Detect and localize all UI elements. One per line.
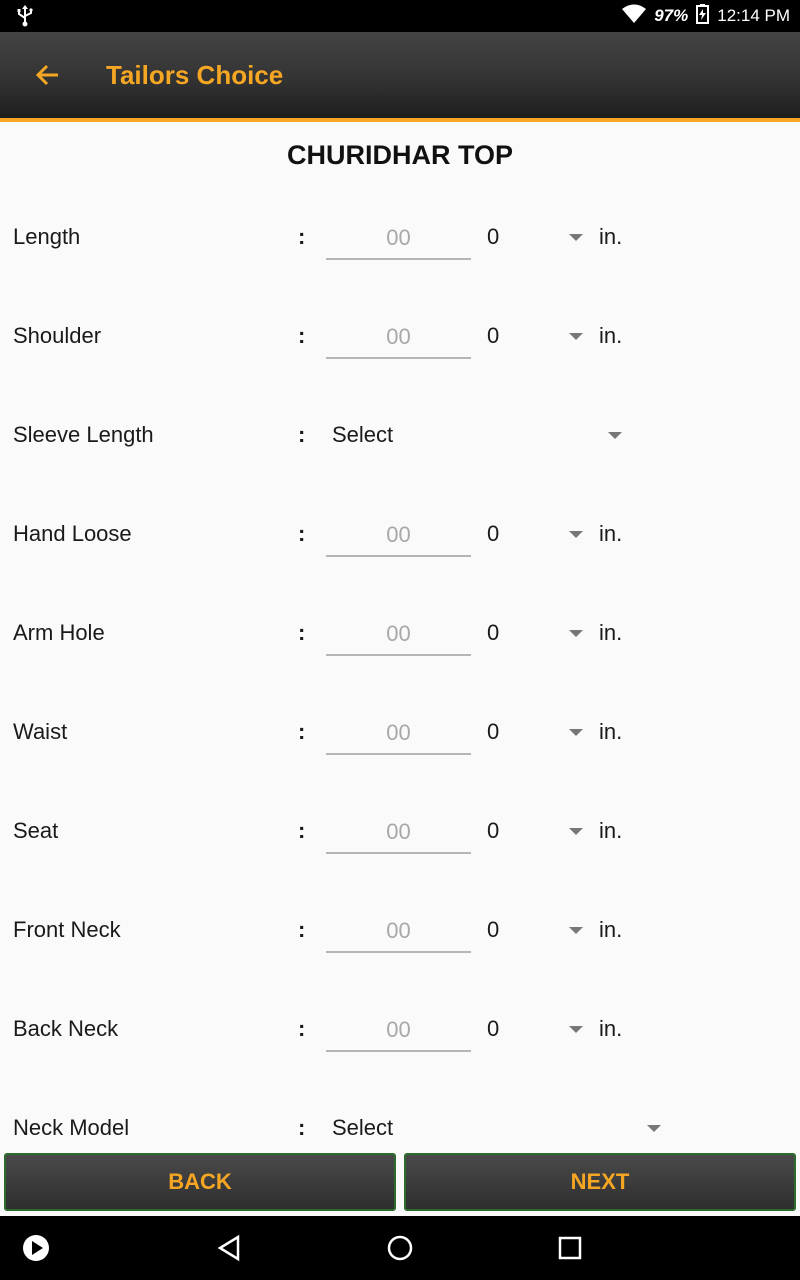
status-time: 12:14 PM bbox=[717, 6, 790, 25]
fraction-value: 0 bbox=[487, 1016, 500, 1041]
wifi-icon bbox=[622, 4, 646, 29]
fraction-value: 0 bbox=[487, 719, 500, 744]
field-label: Front Neck bbox=[13, 917, 121, 942]
dropdown-caret-icon bbox=[569, 1026, 583, 1033]
form-row bbox=[0, 507, 800, 567]
field-separator: : bbox=[298, 818, 306, 843]
status-bar bbox=[0, 0, 800, 32]
dropdown-caret-icon bbox=[647, 1125, 661, 1132]
measurement-input[interactable] bbox=[326, 614, 471, 656]
fraction-dropdown[interactable] bbox=[487, 818, 587, 848]
field-label: Seat bbox=[13, 818, 59, 843]
form-row bbox=[0, 408, 800, 468]
nav-recents-icon[interactable] bbox=[556, 1234, 584, 1262]
back-button[interactable]: BACK bbox=[4, 1153, 396, 1211]
field-separator: : bbox=[298, 620, 306, 645]
fraction-value: 0 bbox=[487, 620, 500, 645]
fraction-value: 0 bbox=[487, 323, 500, 348]
unit-label: in. bbox=[599, 1016, 623, 1041]
fraction-dropdown[interactable] bbox=[487, 521, 587, 551]
form-row bbox=[0, 903, 800, 963]
unit-label: in. bbox=[599, 224, 623, 249]
measurement-input[interactable] bbox=[326, 218, 471, 260]
measurement-input[interactable] bbox=[326, 911, 471, 953]
back-arrow-icon[interactable] bbox=[32, 61, 64, 89]
field-separator: : bbox=[298, 224, 306, 249]
measurement-input[interactable] bbox=[326, 317, 471, 359]
field-separator: : bbox=[298, 719, 306, 744]
unit-label: in. bbox=[599, 323, 623, 348]
field-separator: : bbox=[298, 422, 306, 447]
fraction-value: 0 bbox=[487, 917, 500, 942]
fraction-dropdown[interactable] bbox=[487, 1016, 587, 1046]
unit-label: in. bbox=[599, 620, 623, 645]
fraction-dropdown[interactable] bbox=[487, 224, 587, 254]
form-row bbox=[0, 1002, 800, 1062]
select-dropdown[interactable] bbox=[332, 1115, 662, 1145]
field-label: Arm Hole bbox=[13, 620, 105, 645]
form-row bbox=[0, 309, 800, 369]
field-label: Back Neck bbox=[13, 1016, 119, 1041]
field-separator: : bbox=[298, 323, 306, 348]
measurement-input[interactable] bbox=[326, 1010, 471, 1052]
dropdown-caret-icon bbox=[569, 927, 583, 934]
form-row bbox=[0, 606, 800, 666]
field-label: Neck Model bbox=[13, 1115, 130, 1140]
select-value: Select bbox=[332, 422, 394, 447]
navigation-bar bbox=[0, 1216, 800, 1280]
fraction-dropdown[interactable] bbox=[487, 917, 587, 947]
battery-charging-icon bbox=[696, 4, 709, 29]
dropdown-caret-icon bbox=[569, 729, 583, 736]
form-row bbox=[0, 804, 800, 864]
app-title: Tailors Choice bbox=[106, 60, 284, 90]
unit-label: in. bbox=[599, 719, 623, 744]
dropdown-caret-icon bbox=[608, 432, 622, 439]
battery-percent: 97% bbox=[654, 6, 689, 25]
unit-label: in. bbox=[599, 521, 623, 546]
fraction-dropdown[interactable] bbox=[487, 719, 587, 749]
field-separator: : bbox=[298, 1115, 306, 1140]
dropdown-caret-icon bbox=[569, 333, 583, 340]
unit-label: in. bbox=[599, 917, 623, 942]
form-title: CHURIDHAR TOP bbox=[286, 140, 513, 170]
measurement-input[interactable] bbox=[326, 515, 471, 557]
field-label: Length bbox=[13, 224, 81, 249]
dropdown-caret-icon bbox=[569, 630, 583, 637]
usb-icon bbox=[16, 5, 34, 32]
nav-back-icon[interactable] bbox=[216, 1234, 244, 1262]
app-bar bbox=[0, 32, 800, 118]
select-value: Select bbox=[332, 1115, 394, 1140]
play-icon[interactable] bbox=[22, 1234, 50, 1262]
field-label: Sleeve Length bbox=[13, 422, 154, 447]
fraction-value: 0 bbox=[487, 521, 500, 546]
field-separator: : bbox=[298, 521, 306, 546]
form-row bbox=[0, 1101, 800, 1150]
dropdown-caret-icon bbox=[569, 234, 583, 241]
fraction-dropdown[interactable] bbox=[487, 323, 587, 353]
field-separator: : bbox=[298, 1016, 306, 1041]
measurement-form[interactable] bbox=[0, 190, 800, 1150]
field-label: Waist bbox=[13, 719, 68, 744]
fraction-value: 0 bbox=[487, 818, 500, 843]
fraction-dropdown[interactable] bbox=[487, 620, 587, 650]
app-bar-accent-line bbox=[0, 118, 800, 122]
measurement-input[interactable] bbox=[326, 713, 471, 755]
nav-home-icon[interactable] bbox=[386, 1234, 414, 1262]
form-row bbox=[0, 210, 800, 270]
field-label: Hand Loose bbox=[13, 521, 132, 546]
measurement-input[interactable] bbox=[326, 812, 471, 854]
fraction-value: 0 bbox=[487, 224, 500, 249]
field-separator: : bbox=[298, 917, 306, 942]
select-dropdown[interactable] bbox=[332, 422, 622, 452]
next-button[interactable]: NEXT bbox=[404, 1153, 796, 1211]
form-row bbox=[0, 705, 800, 765]
dropdown-caret-icon bbox=[569, 828, 583, 835]
unit-label: in. bbox=[599, 818, 623, 843]
field-label: Shoulder bbox=[13, 323, 102, 348]
dropdown-caret-icon bbox=[569, 531, 583, 538]
